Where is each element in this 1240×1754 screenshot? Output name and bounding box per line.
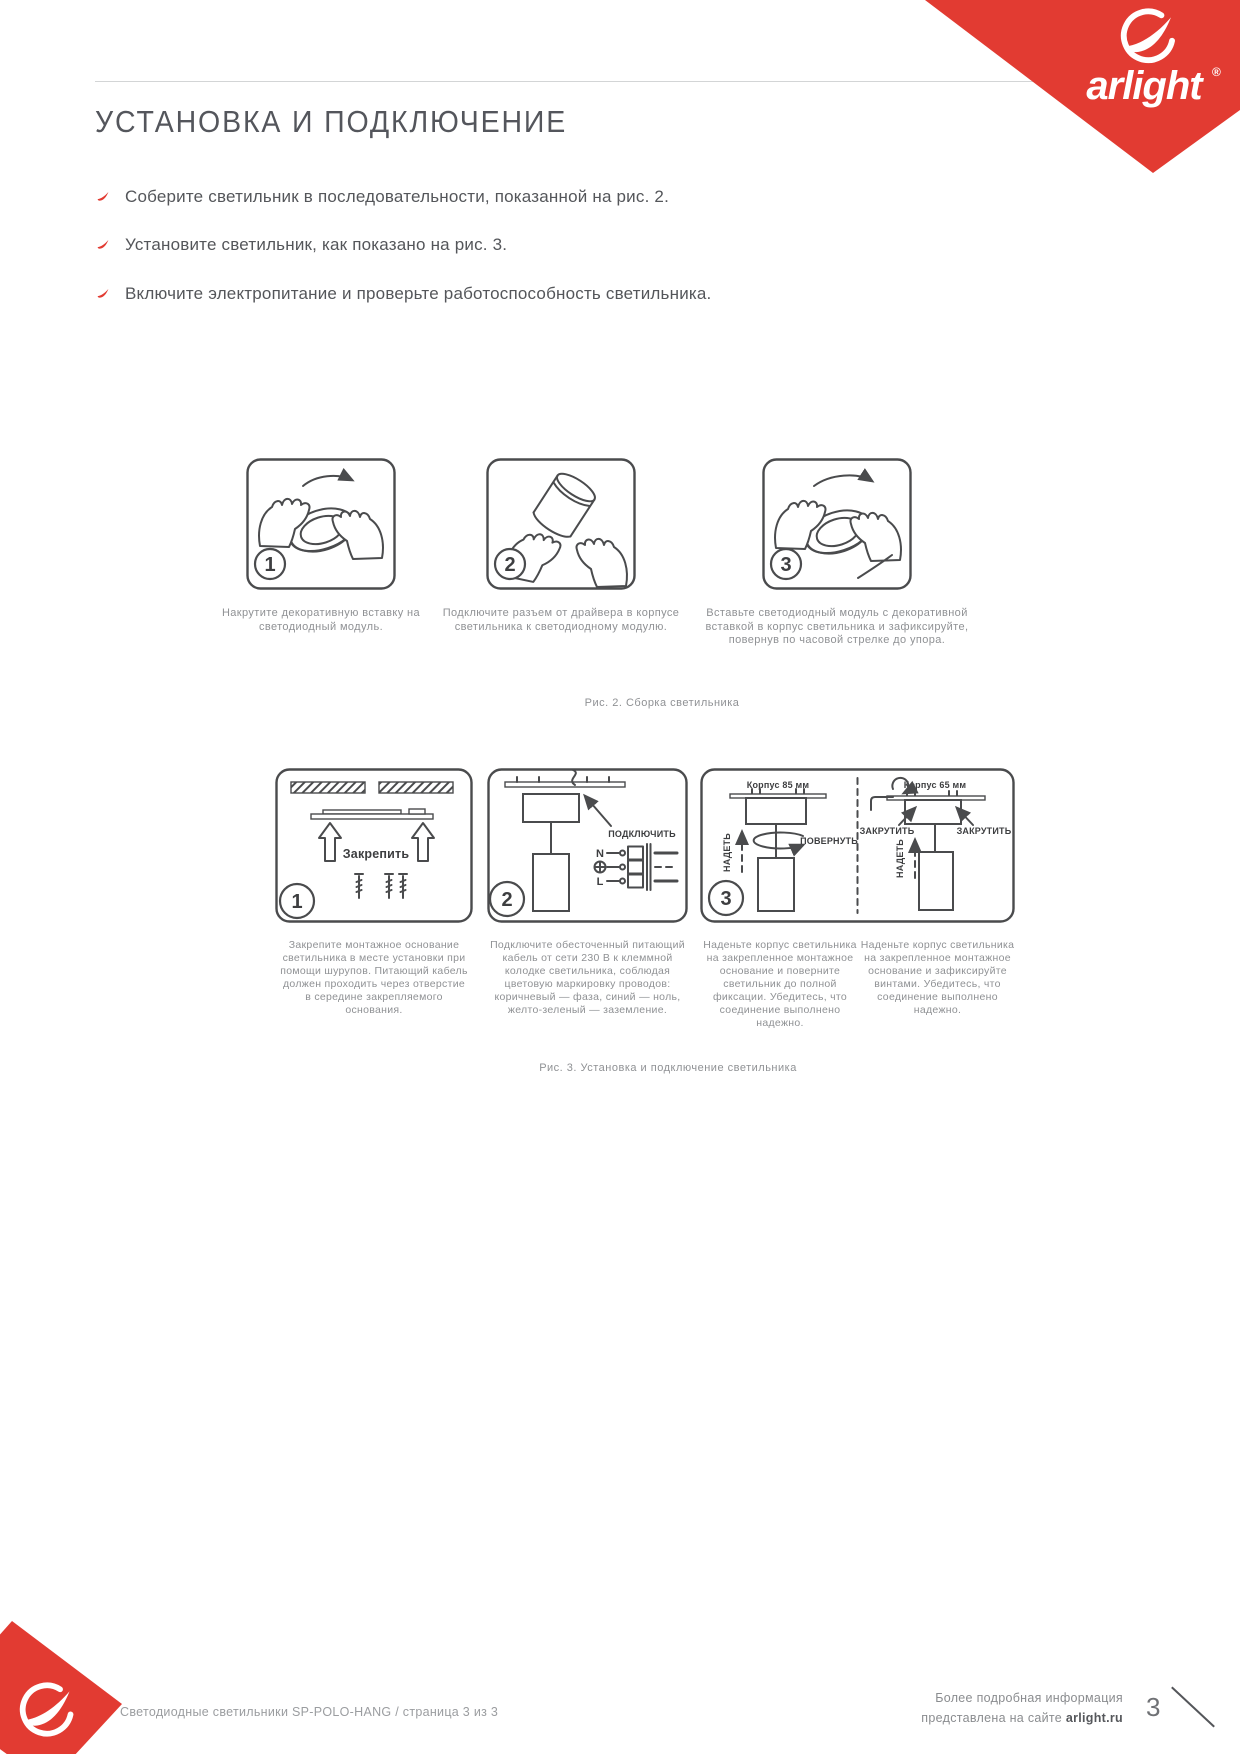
svg-text:3: 3 — [720, 888, 732, 910]
illustration-twist-lock — [762, 458, 912, 590]
figure2-step-2 — [431, 458, 691, 634]
illustration-fix-base — [275, 768, 473, 923]
footer-brand-diamond — [0, 1619, 130, 1754]
svg-text:1: 1 — [264, 554, 276, 576]
footer-diagonal-rule — [1171, 1686, 1215, 1727]
step-captions-pair — [700, 939, 1015, 1030]
label-body-85: Корпус 85 мм — [746, 780, 810, 790]
list-item — [95, 186, 895, 207]
instruction-list — [95, 186, 895, 331]
brand-wordmark: arlight — [1086, 64, 1202, 108]
footer-info — [921, 1688, 1123, 1728]
earth-symbol — [595, 862, 606, 873]
site-link: arlight.ru — [1065, 1711, 1123, 1725]
figure3-step-1 — [275, 768, 473, 1017]
footer-info-line2: представлена на сайте arlight.ru — [921, 1711, 1123, 1725]
label-connect: ПОДКЛЮЧИТЬ — [608, 829, 676, 839]
svg-text:1: 1 — [291, 891, 303, 913]
step-caption: Закрепите монтажное основание светильника в месте установки при помощи шурупов. Питающий кабель должен проходить через отверстие в середине закрепляемого основания. — [280, 939, 468, 1016]
figure3-step-2 — [487, 768, 688, 1017]
step-caption: Наденьте корпус светильника на закрепленное монтажное основание и зафиксируйте винтами. Убедитесь, что соединение выполнено надежно. — [860, 939, 1015, 1016]
bullet-arrow-icon — [95, 238, 110, 251]
list-item — [95, 234, 895, 255]
brand-corner — [860, 0, 1240, 178]
figure3-installation — [275, 768, 1015, 1030]
figure3-step-3 — [700, 768, 1015, 1030]
step-number-badge — [771, 549, 801, 579]
list-item — [95, 283, 895, 304]
step-caption: Подключите разъем от драйвера в корпусе светильника к светодиодному модулю. — [442, 607, 680, 633]
bullet-text: Включите электропитание и проверьте работоспособность светильника. — [125, 283, 712, 303]
svg-text:2: 2 — [504, 554, 516, 576]
label-put-on: НАДЕТЬ — [722, 833, 732, 872]
svg-text:3: 3 — [780, 554, 792, 576]
illustration-mount-body — [700, 768, 1015, 923]
step-caption: Вставьте светодиодный модуль с декоративной вставкой в корпус светильника и зафиксируйте, повернув по часовой стрелке до упора. — [705, 607, 969, 646]
label-turn: ПОВЕРНУТЬ — [800, 836, 858, 846]
terminal-n-label: N — [596, 848, 604, 860]
step-number-badge — [495, 549, 525, 579]
step-caption: Накрутите декоративную вставку на светодиодный модуль. — [221, 607, 421, 633]
bullet-arrow-icon — [95, 190, 110, 203]
svg-text:2: 2 — [501, 889, 513, 911]
terminal-l-label: L — [596, 876, 604, 888]
bullet-arrow-icon — [95, 287, 110, 300]
figure2-step-3 — [701, 458, 973, 648]
step-caption: Наденьте корпус светильника на закрепленное монтажное основание и поверните светильник до полной фиксации. Убедитесь, что соединение выполнено надежно. — [703, 939, 857, 1029]
step-number-badge — [280, 884, 314, 918]
illustration-connect-plug — [486, 458, 636, 590]
page-number: 3 — [1146, 1692, 1161, 1722]
label-fasten: Закрепить — [342, 847, 410, 861]
figure2-assembly — [221, 458, 973, 648]
page-title: УСТАНОВКА И ПОДКЛЮЧЕНИЕ — [95, 104, 568, 139]
footer-info-line1: Более подробная информация — [935, 1691, 1123, 1705]
footer-product-line: Светодиодные светильники SP-POLO-HANG / страница 3 из 3 — [120, 1705, 499, 1719]
bullet-text: Установите светильник, как показано на рис. 3. — [125, 235, 508, 255]
step-caption: Подключите обесточенный питающий кабель от сети 230 В к клеммной колодке светильника, соблюдая цветовую маркировку проводов: коричневый — фаза, синий — ноль, желто-зеленый — заземление. — [490, 939, 685, 1016]
label-body-65: Корпус 65 мм — [903, 780, 967, 790]
label-screw-left: ЗАКРУТИТЬ — [859, 826, 915, 836]
step-number-badge — [490, 882, 524, 916]
registered-mark: ® — [1212, 65, 1221, 79]
illustration-wiring — [487, 768, 688, 923]
figure2-step-1 — [221, 458, 421, 634]
figure2-caption: Рис. 2. Сборка светильника — [584, 697, 740, 709]
label-put-on: НАДЕТЬ — [895, 839, 905, 878]
figure3-caption: Рис. 3. Установка и подключение светильника — [539, 1062, 797, 1074]
label-screw-right: ЗАКРУТИТЬ — [956, 826, 1012, 836]
step-number-badge — [255, 549, 285, 579]
bullet-text: Соберите светильник в последовательности, показанной на рис. 2. — [125, 187, 670, 206]
illustration-screw-insert — [246, 458, 396, 590]
step-number-badge — [709, 881, 743, 915]
